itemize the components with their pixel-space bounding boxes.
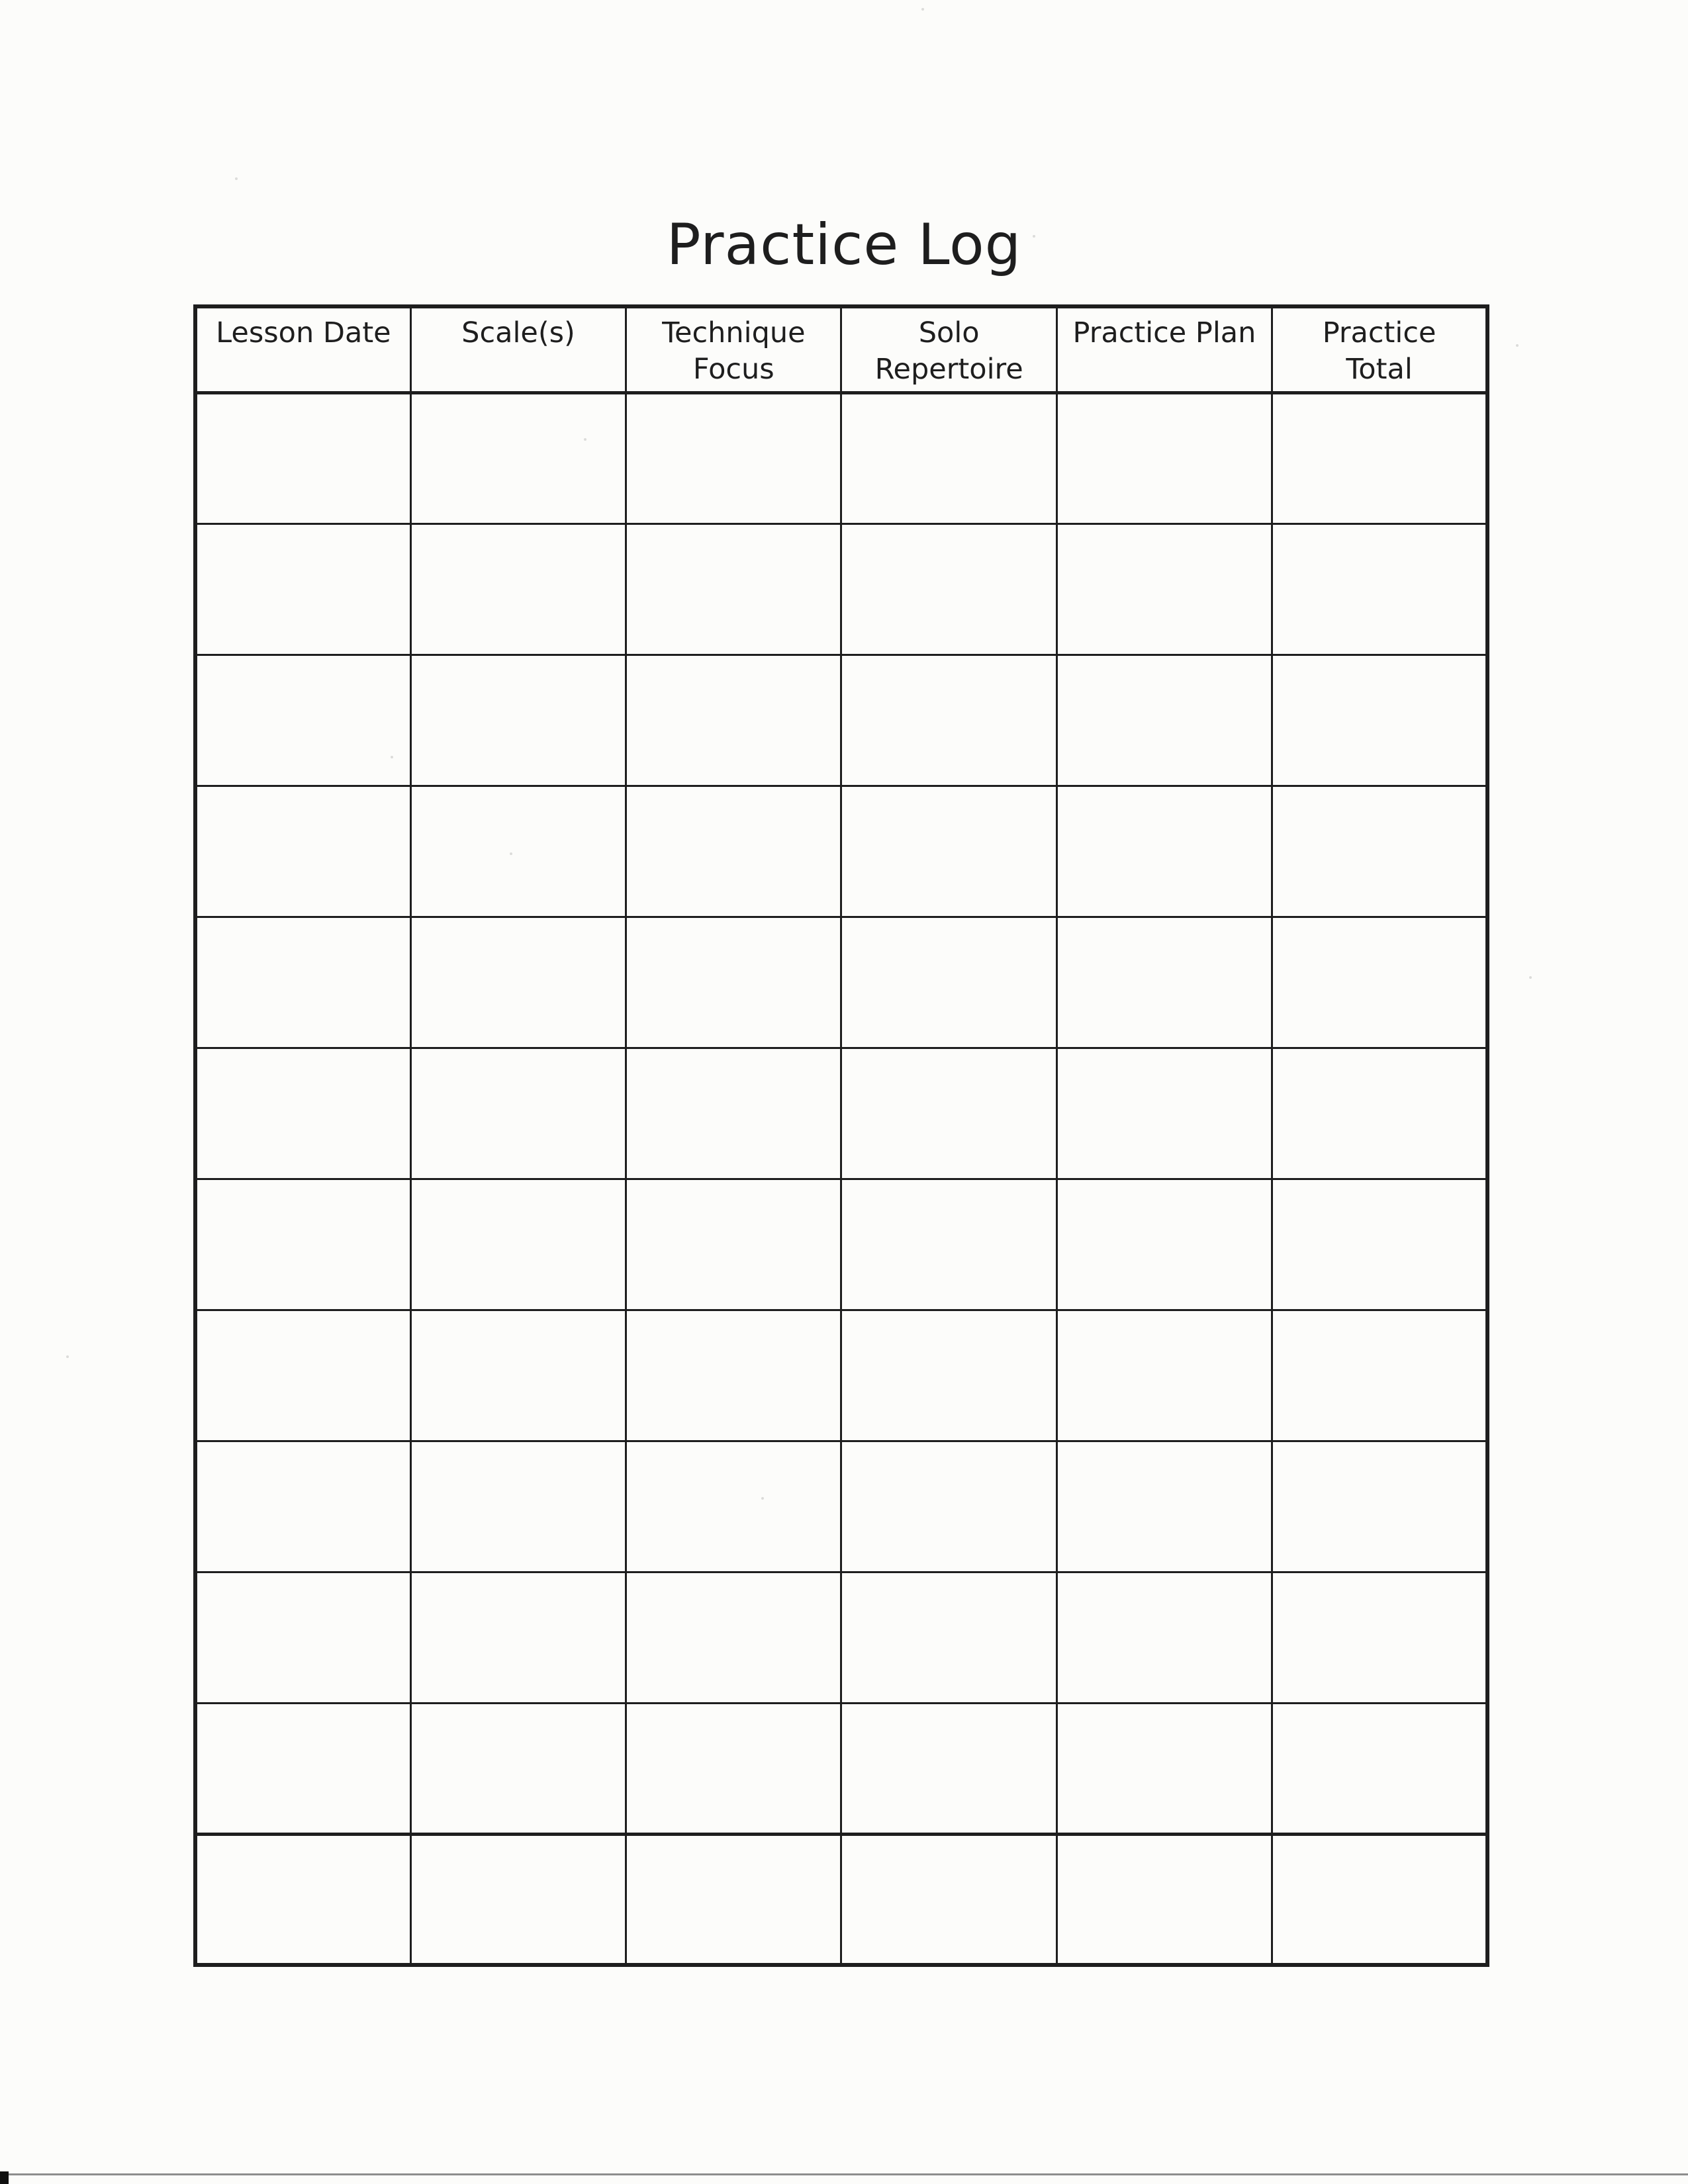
table-cell — [1056, 1310, 1272, 1441]
table-cell — [410, 1048, 626, 1179]
table-cell — [841, 392, 1056, 523]
table-cell — [841, 786, 1056, 917]
table-cell — [626, 1179, 841, 1310]
column-header-label-line2: Focus — [692, 353, 774, 386]
table-cell — [1272, 655, 1487, 786]
table-cell — [1056, 1703, 1272, 1834]
table-header — [195, 306, 1487, 392]
column-header-label: Technique — [662, 316, 806, 349]
table-cell — [1272, 1834, 1487, 1965]
column-header-practice-total — [1272, 306, 1487, 392]
table-cell — [410, 917, 626, 1048]
table-cell — [1056, 917, 1272, 1048]
table-row — [195, 1834, 1487, 1965]
table-cell — [1056, 1048, 1272, 1179]
table-cell — [1056, 1179, 1272, 1310]
paper-speck — [1033, 235, 1035, 238]
paper-speck — [584, 438, 586, 441]
table-cell — [1272, 1441, 1487, 1572]
table-cell — [1056, 392, 1272, 523]
table-cell — [841, 523, 1056, 655]
table-cell — [626, 786, 841, 917]
table-row — [195, 1179, 1487, 1310]
table-row — [195, 1441, 1487, 1572]
paper-speck — [761, 1497, 764, 1500]
paper-speck — [66, 1355, 69, 1358]
column-header-practice-plan — [1056, 306, 1272, 392]
table-cell — [626, 392, 841, 523]
table-row — [195, 1048, 1487, 1179]
table-body — [195, 392, 1487, 1965]
table-cell — [410, 655, 626, 786]
table-cell — [626, 1703, 841, 1834]
table-cell — [195, 1834, 410, 1965]
table-cell — [195, 1310, 410, 1441]
table-cell — [195, 655, 410, 786]
table-cell — [410, 392, 626, 523]
table-cell — [1056, 655, 1272, 786]
paper-speck — [235, 177, 238, 180]
scanner-corner-artifact — [0, 2171, 9, 2184]
table-cell — [1272, 1179, 1487, 1310]
table-cell — [195, 1048, 410, 1179]
table-cell — [626, 523, 841, 655]
table-cell — [841, 655, 1056, 786]
table-cell — [1056, 523, 1272, 655]
table-cell — [195, 1572, 410, 1703]
table-cell — [841, 1048, 1056, 1179]
table-cell — [195, 392, 410, 523]
table-cell — [1272, 523, 1487, 655]
table-cell — [410, 1703, 626, 1834]
table-row — [195, 1310, 1487, 1441]
table-cell — [410, 1834, 626, 1965]
table-cell — [195, 523, 410, 655]
table-cell — [841, 1179, 1056, 1310]
page-title: Practice Log — [666, 212, 1022, 278]
table-row — [195, 917, 1487, 1048]
table-cell — [195, 1441, 410, 1572]
table-cell — [1272, 917, 1487, 1048]
table-row — [195, 523, 1487, 655]
table-cell — [1056, 1441, 1272, 1572]
table-row — [195, 392, 1487, 523]
table-cell — [626, 1572, 841, 1703]
table-cell — [1272, 392, 1487, 523]
table-cell — [195, 917, 410, 1048]
table-cell — [410, 523, 626, 655]
column-header-label-line2: Total — [1346, 353, 1413, 386]
column-header-scales — [410, 306, 626, 392]
paper-speck — [1529, 976, 1532, 979]
column-header-label: Solo — [918, 316, 980, 349]
table-cell — [626, 1441, 841, 1572]
table-cell — [1056, 1572, 1272, 1703]
table-cell — [626, 1834, 841, 1965]
table-cell — [1272, 1048, 1487, 1179]
table-cell — [841, 1441, 1056, 1572]
table-row — [195, 786, 1487, 917]
table-cell — [195, 1703, 410, 1834]
table-row — [195, 1703, 1487, 1834]
practice-log-table — [193, 304, 1489, 1967]
table-cell — [1272, 1572, 1487, 1703]
table-cell — [841, 1834, 1056, 1965]
table-cell — [410, 1310, 626, 1441]
column-header-label: Scale(s) — [461, 316, 575, 349]
column-header-lesson-date — [195, 306, 410, 392]
table-cell — [841, 1572, 1056, 1703]
column-header-technique-focus — [626, 306, 841, 392]
table-cell — [195, 1179, 410, 1310]
table-row — [195, 655, 1487, 786]
paper-speck — [391, 756, 393, 758]
table-cell — [841, 917, 1056, 1048]
table-cell — [410, 1441, 626, 1572]
scanner-edge-line — [0, 2173, 1688, 2175]
table-cell — [1272, 786, 1487, 917]
table-cell — [626, 917, 841, 1048]
column-header-label: Practice Plan — [1072, 316, 1256, 349]
table-cell — [1056, 1834, 1272, 1965]
column-header-solo-repertoire — [841, 306, 1056, 392]
column-header-label: Lesson Date — [216, 316, 391, 349]
table-cell — [1272, 1310, 1487, 1441]
table-cell — [195, 786, 410, 917]
column-header-label: Practice — [1322, 316, 1436, 349]
table-header-row — [195, 306, 1487, 392]
paper-speck — [510, 852, 512, 855]
table-cell — [626, 1310, 841, 1441]
table-cell — [1272, 1703, 1487, 1834]
table-cell — [1056, 786, 1272, 917]
column-header-label-line2: Repertoire — [874, 353, 1023, 386]
table-cell — [841, 1310, 1056, 1441]
table-cell — [410, 1572, 626, 1703]
paper-speck — [1516, 344, 1519, 347]
table-cell — [410, 786, 626, 917]
table-cell — [626, 655, 841, 786]
table-cell — [626, 1048, 841, 1179]
paper-speck — [921, 8, 924, 11]
table-cell — [410, 1179, 626, 1310]
table-cell — [841, 1703, 1056, 1834]
table-row — [195, 1572, 1487, 1703]
